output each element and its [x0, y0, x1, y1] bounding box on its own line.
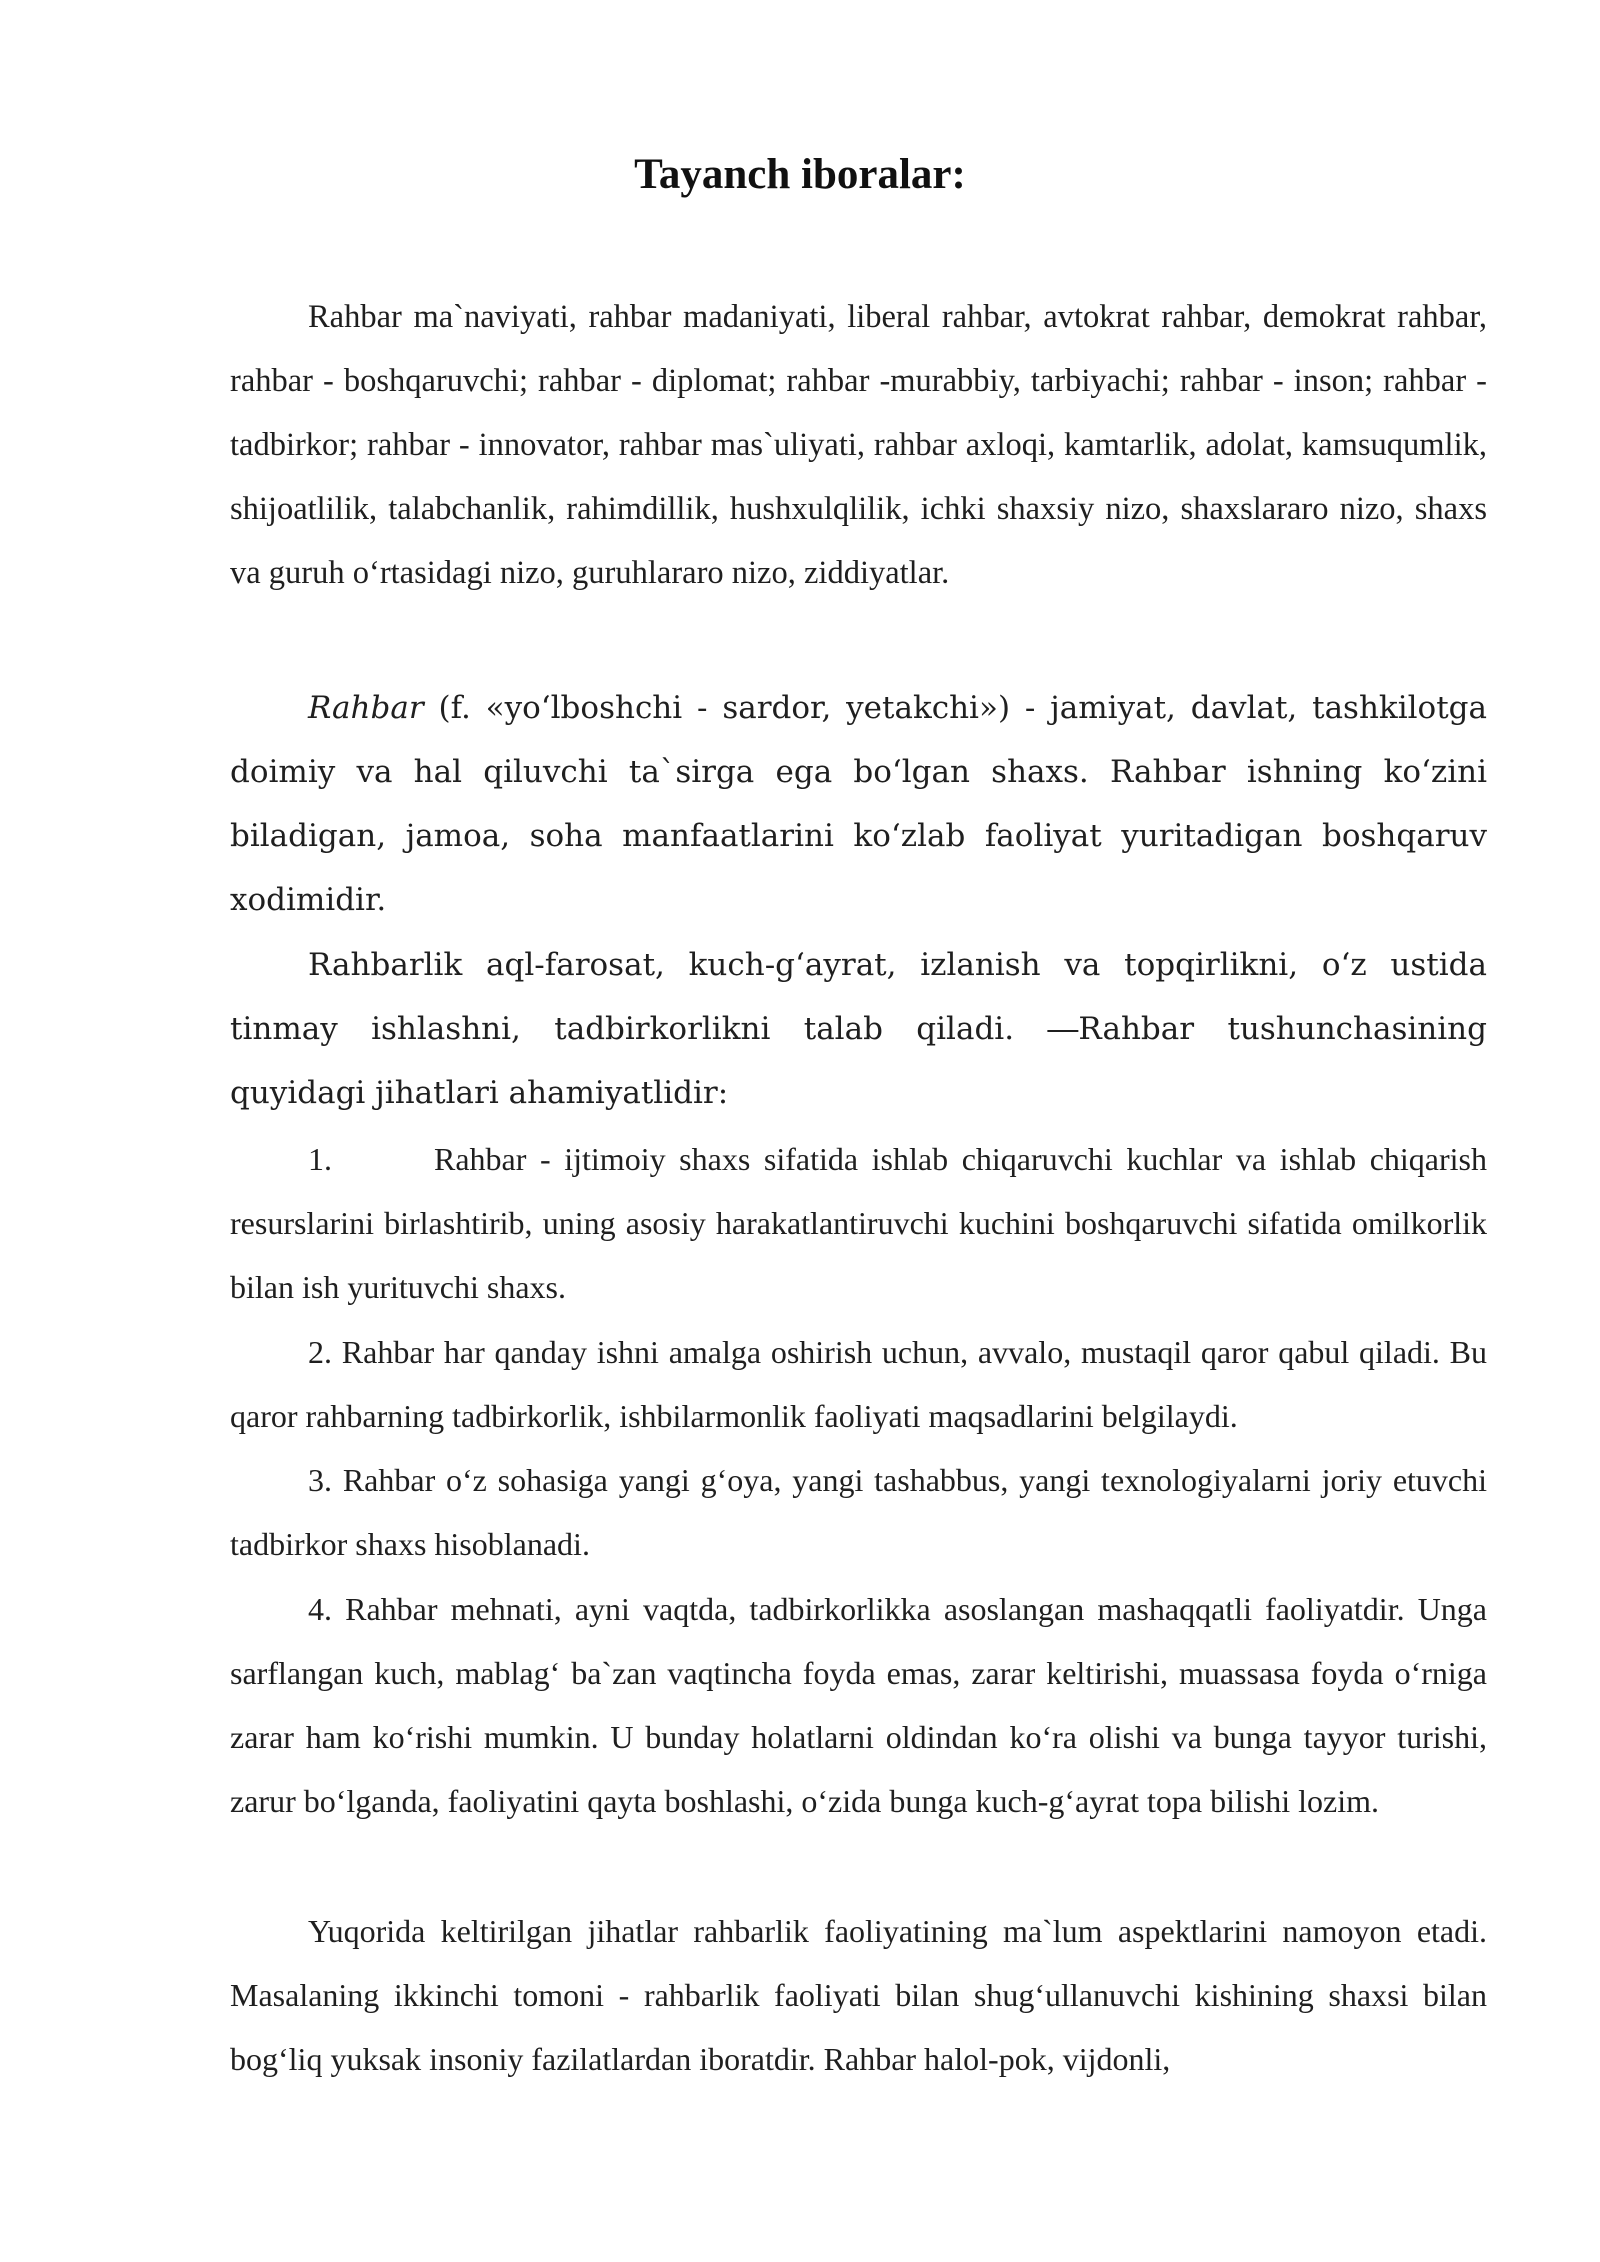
intro-paragraph: Rahbarlik aql-farosat, kuch-g‘ayrat, izlanish va topqirlikni, o‘z ustida tinmay ishlashni, tadbirkorlikni talab qiladi. ―Rahbar tushunchasining quyidagi jihatlari ahamiyatlidir:: [230, 947, 1487, 1111]
definition-text: (f. «yo‘lboshchi - sardor, yetakchi») - jamiyat, davlat, tashkilotga doimiy va hal qiluvchi ta`sirga ega bo‘lgan shaxs. Rahbar ishning ko‘zini biladigan, jamoa, soha manfaatlarini ko‘zlab faoliyat yuritadigan boshqaruv xodimidir.: [230, 690, 1487, 918]
list-item-text: Rahbar har qanday ishni amalga oshirish uchun, avvalo, mustaqil qaror qabul qiladi. Bu qaror rahbarning tadbirkorlik, ishbilarmonlik faoliyati maqsadlarini belgilaydi.: [230, 1334, 1488, 1434]
list-item-text: Rahbar mehnati, ayni vaqtda, tadbirkorlikka asoslangan mashaqqatli faoliyatdir. Unga sarflangan kuch, mablag‘ ba`zan vaqtincha foyda emas, zarar keltirishi, muassasa foyda o‘rniga zarar ham ko‘rishi mumkin. U bunday holatlarni oldindan ko‘ra olishi va bunga tayyor turishi, zarur bo‘lganda, faoliyatini qayta boshlashi, o‘zida bunga kuch-g‘ayrat topa bilishi lozim.: [230, 1591, 1487, 1819]
list-item-text: Rahbar o‘z sohasiga yangi g‘oya, yangi tashabbus, yangi texnologiyalarni joriy etuvchi tadbirkor shaxs hisoblanadi.: [230, 1462, 1488, 1562]
closing-paragraph: Yuqorida keltirilgan jihatlar rahbarlik faoliyatining ma`lum aspektlarini namoyon etadi. Masalaning ikkinchi tomoni - rahbarlik faoliyati bilan shug‘ullanuvchi kishining shaxsi bilan bog‘liq yuksak insoniy fazilatlardan iboratdir. Rahbar halol-pok, vijdonli,: [230, 1913, 1487, 2077]
page-title: Tayanch iboralar:: [634, 151, 966, 198]
keywords-paragraph: Rahbar ma`naviyati, rahbar madaniyati, liberal rahbar, avtokrat rahbar, demokrat rahbar, rahbar - boshqaruvchi; rahbar - diplomat; rahbar -murabbiy, tarbiyachi; rahbar - inson; rahbar -tadbirkor; rahbar - innovator, rahbar mas`uliyati, rahbar axloqi, kamtarlik, adolat, kamsuqumlik, shijoatlilik, talabchanlik, rahimdillik, hushxulqlilik, ichki shaxsiy nizo, shaxslararo nizo, shaxs va guruh o‘rtasidagi nizo, guruhlararo nizo, ziddiyatlar.: [230, 299, 1487, 591]
list-item-number: 4.: [308, 1591, 332, 1627]
list-item-number: 2.: [308, 1334, 332, 1370]
list-item: [230, 1127, 1487, 1319]
list-item-number: 3.: [308, 1462, 332, 1498]
list-item: [230, 1448, 1487, 1576]
definition-term: Rahbar: [308, 690, 424, 726]
definition-paragraph: [230, 676, 1487, 932]
list-item: [230, 1577, 1487, 1833]
list-item: [230, 1320, 1487, 1448]
list-item-text: Rahbar - ijtimoiy shaxs sifatida ishlab chiqaruvchi kuchlar va ishlab chiqarish resurslarini birlashtirib, uning asosiy harakatlantiruvchi kuchini boshqaruvchi sifatida omilkorlik bilan ish yurituvchi shaxs.: [230, 1141, 1487, 1305]
list-item-number: 1.: [308, 1141, 332, 1177]
